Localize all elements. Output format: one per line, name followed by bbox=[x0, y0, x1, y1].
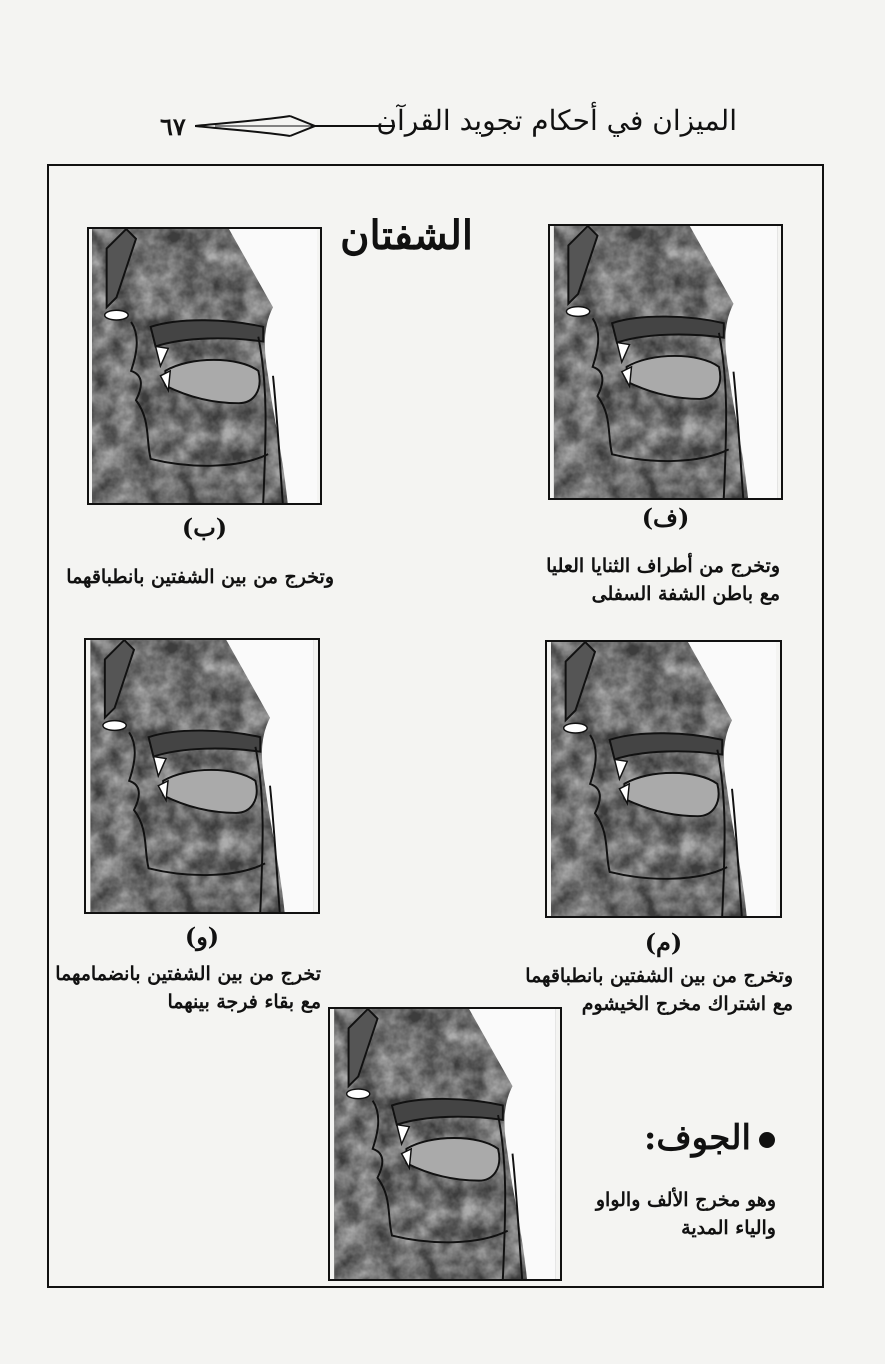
running-header-title: الميزان في أحكام تجويد القرآن bbox=[376, 104, 737, 137]
caption-mim-line-1: وتخرج من بين الشفتين بانطباقهما bbox=[525, 965, 793, 987]
jawf-heading bbox=[644, 1118, 775, 1158]
bullet-icon bbox=[759, 1132, 775, 1148]
header-ornament bbox=[195, 112, 395, 140]
diagram-waw bbox=[84, 638, 320, 914]
caption-ba bbox=[66, 563, 334, 591]
caption-mim bbox=[525, 962, 793, 1018]
head-cross-section-fa bbox=[550, 226, 781, 498]
diagram-mim bbox=[545, 640, 782, 918]
section-title: الشفتان bbox=[340, 212, 473, 259]
diagram-ba bbox=[87, 227, 322, 505]
caption-fa-line-1: وتخرج من أطراف الثنايا العليا bbox=[546, 555, 780, 577]
label-fa: (ف) bbox=[641, 503, 690, 532]
label-waw: (و) bbox=[184, 922, 220, 951]
diagram-fa bbox=[548, 224, 783, 500]
head-cross-section-ba bbox=[89, 229, 320, 503]
caption-ba-line-1: وتخرج من بين الشفتين بانطباقهما bbox=[66, 566, 334, 588]
diagram-jawf bbox=[328, 1007, 562, 1281]
caption-waw-line-1: تخرج من بين الشفتين بانضمامهما bbox=[55, 963, 321, 985]
caption-fa bbox=[546, 552, 780, 608]
head-cross-section-mim bbox=[547, 642, 780, 916]
caption-jawf-line-2: والياء المدية bbox=[681, 1217, 776, 1239]
caption-jawf-line-1: وهو مخرج الألف والواو bbox=[595, 1189, 776, 1211]
head-cross-section-waw bbox=[86, 640, 318, 912]
caption-fa-line-2: مع باطن الشفة السفلى bbox=[591, 583, 780, 605]
jawf-title: الجوف: bbox=[643, 1118, 751, 1158]
caption-jawf bbox=[596, 1186, 776, 1242]
head-cross-section-jawf bbox=[330, 1009, 560, 1279]
caption-waw-line-2: مع بقاء فرجة بينهما bbox=[167, 991, 321, 1013]
caption-mim-line-2: مع اشتراك مخرج الخيشوم bbox=[581, 993, 793, 1015]
label-mim: (م) bbox=[644, 928, 683, 957]
label-ba: (ب) bbox=[181, 513, 228, 542]
caption-waw bbox=[55, 960, 321, 1016]
page-number: ٦٧ bbox=[160, 112, 186, 141]
